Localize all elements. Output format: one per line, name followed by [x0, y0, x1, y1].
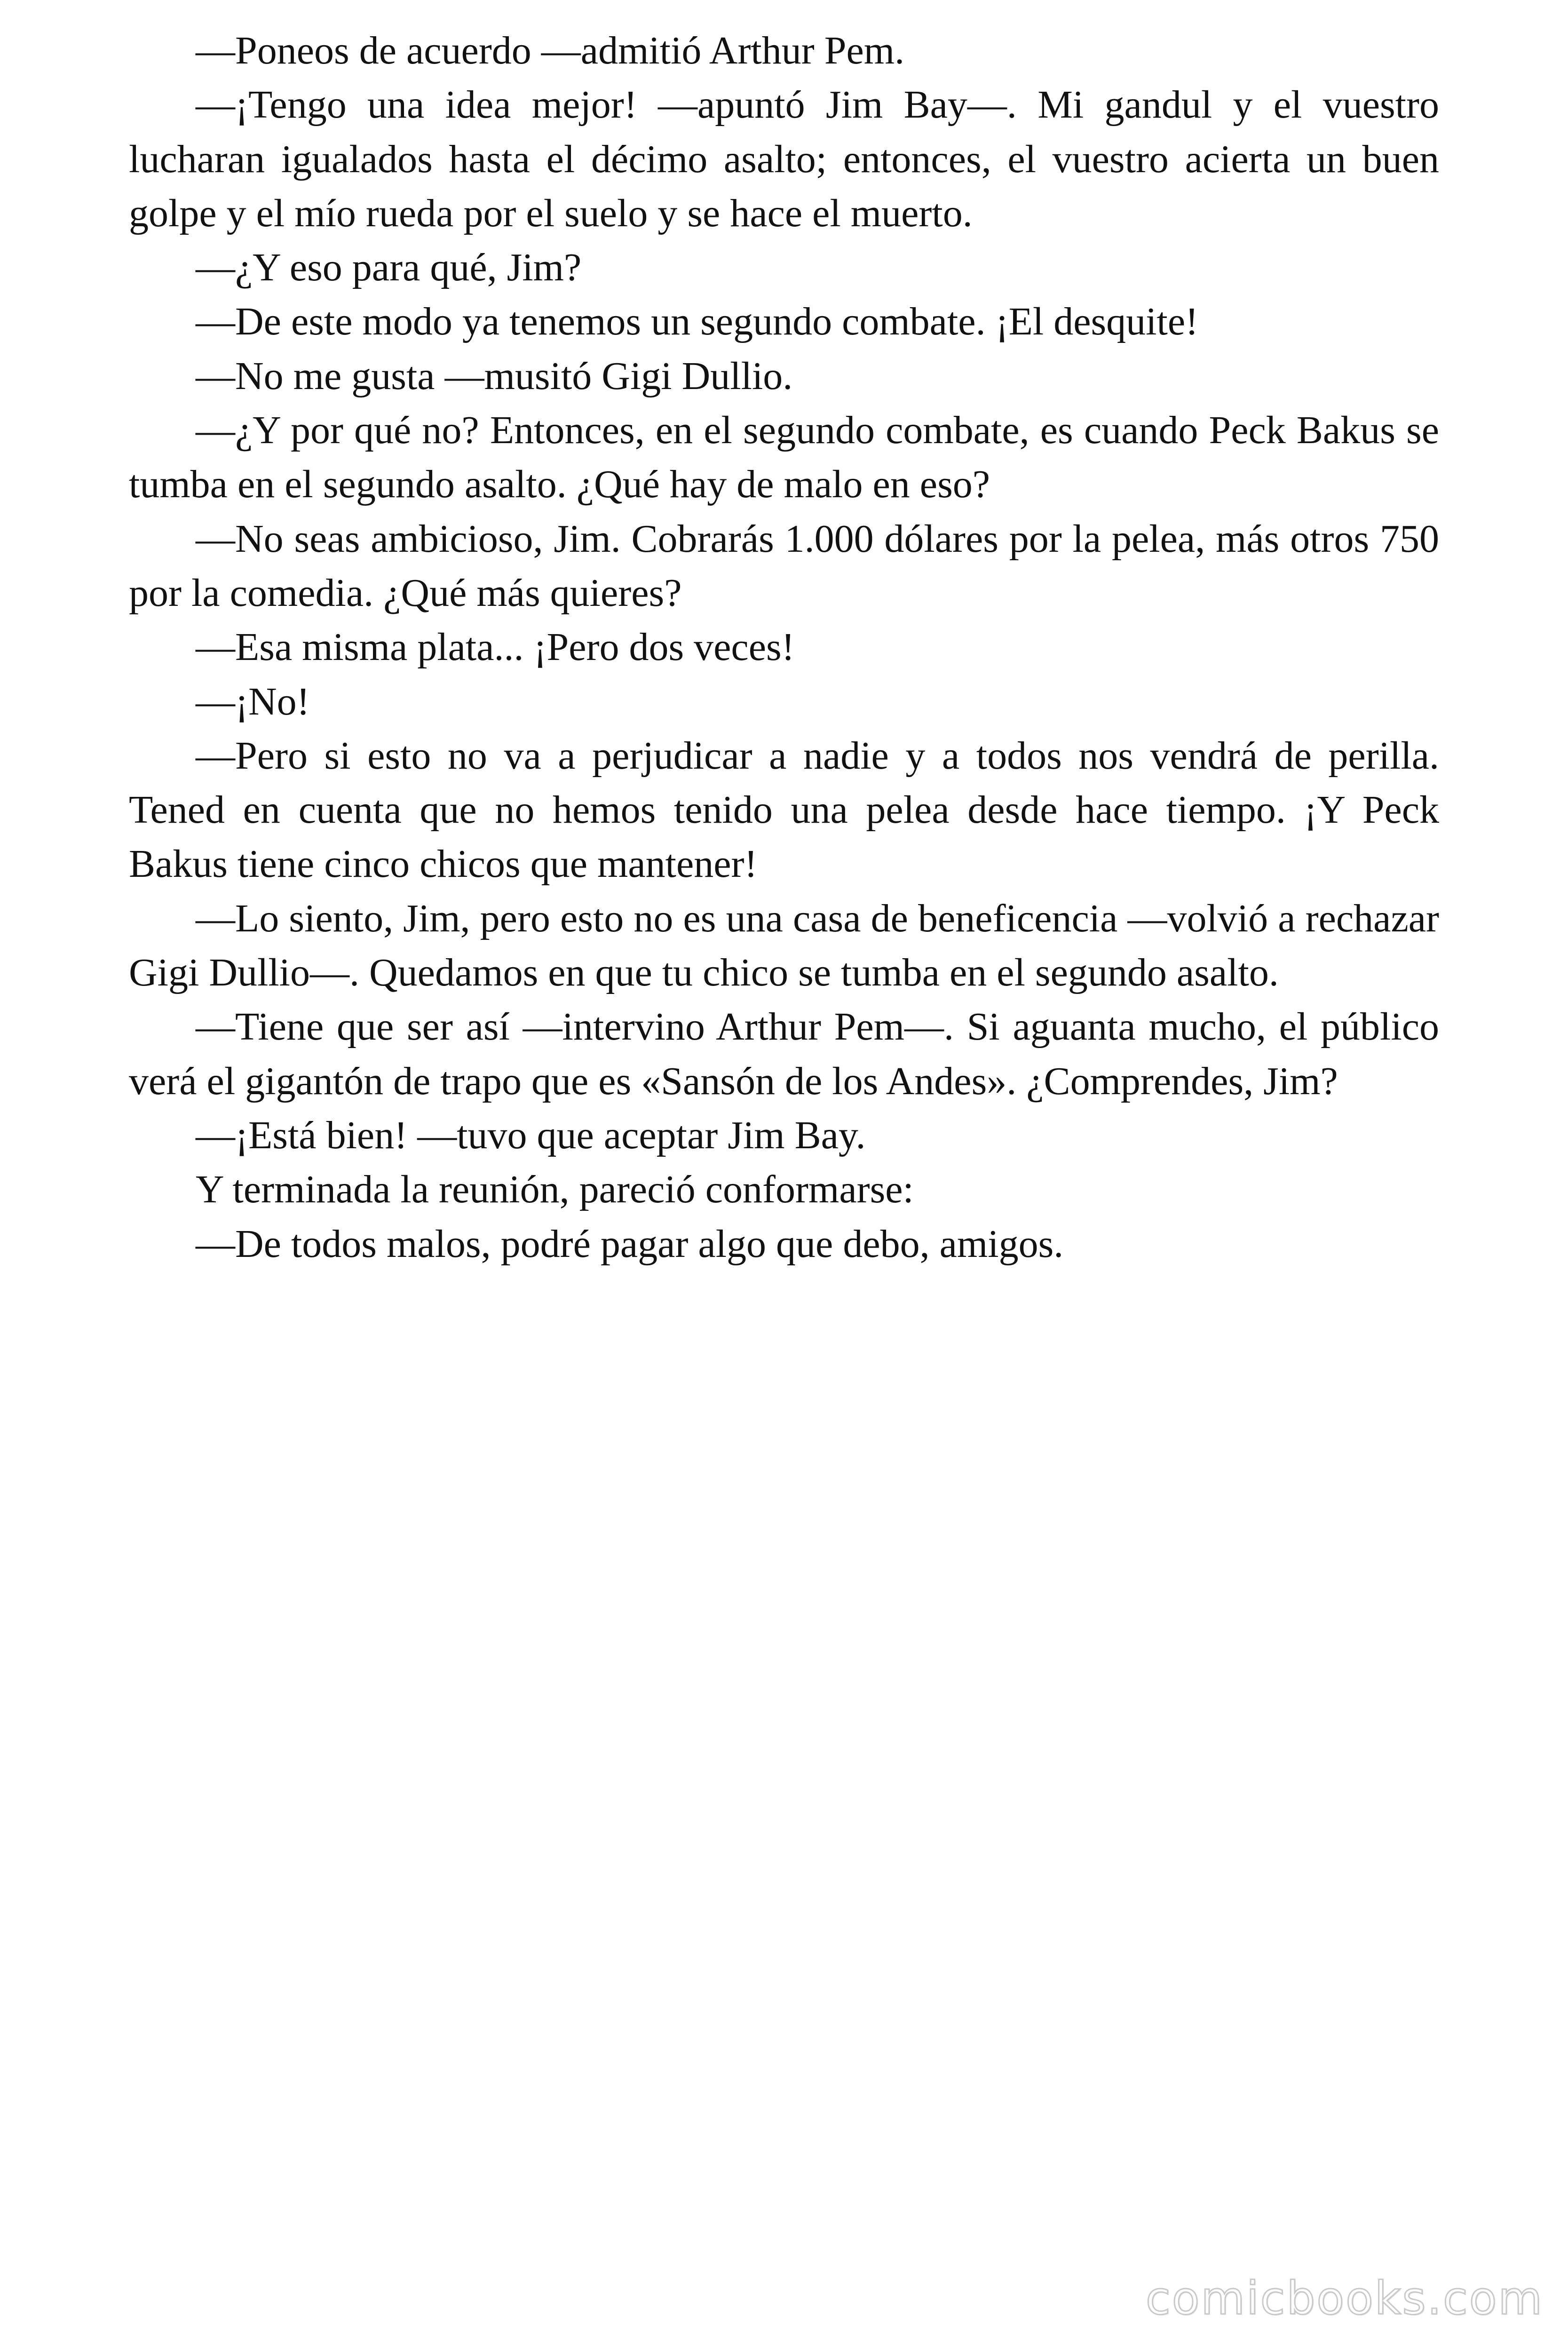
page-body: [129, 24, 1439, 1271]
paragraph-14: Y terminada la reunión, pareció conformarse:: [196, 1168, 914, 1212]
paragraph-15: —De todos malos, podré pagar algo que debo, amigos.: [196, 1222, 1064, 1266]
paragraph-11: —Lo siento, Jim, pero esto no es una casa de beneficencia —volvió a rechazar Gigi Dullio—. Quedamos en que tu chico se tumba en el segundo asalto.: [129, 896, 1439, 995]
paragraph-5: —No me gusta —musitó Gigi Dullio.: [196, 354, 793, 398]
watermark: comicbooks.com: [1145, 2272, 1544, 2325]
paragraph-13: —¡Está bien! —tuvo que aceptar Jim Bay.: [196, 1113, 866, 1157]
paragraph-7: —No seas ambicioso, Jim. Cobrarás 1.000 dólares por la pelea, más otros 750 por la comedia. ¿Qué más quieres?: [129, 516, 1439, 615]
paragraph-9: —¡No!: [196, 679, 310, 723]
paragraph-4: —De este modo ya tenemos un segundo combate. ¡El desquite!: [196, 300, 1199, 344]
paragraph-6: —¿Y por qué no? Entonces, en el segundo combate, es cuando Peck Bakus se tumba en el segundo asalto. ¿Qué hay de malo en eso?: [129, 408, 1439, 507]
paragraph-3: —¿Y eso para qué, Jim?: [196, 246, 582, 290]
paragraph-1: —Poneos de acuerdo —admitió Arthur Pem.: [196, 29, 905, 72]
paragraph-2: —¡Tengo una idea mejor! —apuntó Jim Bay—. Mi gandul y el vuestro lucharan igualados hasta el décimo asalto; entonces, el vuestro acierta un buen golpe y el mío rueda por el suelo y se hace el muerto.: [129, 83, 1439, 235]
paragraph-12: —Tiene que ser así —intervino Arthur Pem—. Si aguanta mucho, el público verá el gigantón de trapo que es «Sansón de los Andes». ¿Comprendes, Jim?: [129, 1005, 1439, 1103]
paragraph-10: —Pero si esto no va a perjudicar a nadie y a todos nos vendrá de perilla. Tened en cuenta que no hemos tenido una pelea desde hace tiempo. ¡Y Peck Bakus tiene cinco chicos que mantener!: [129, 733, 1439, 886]
paragraph-8: —Esa misma plata... ¡Pero dos veces!: [196, 625, 795, 669]
